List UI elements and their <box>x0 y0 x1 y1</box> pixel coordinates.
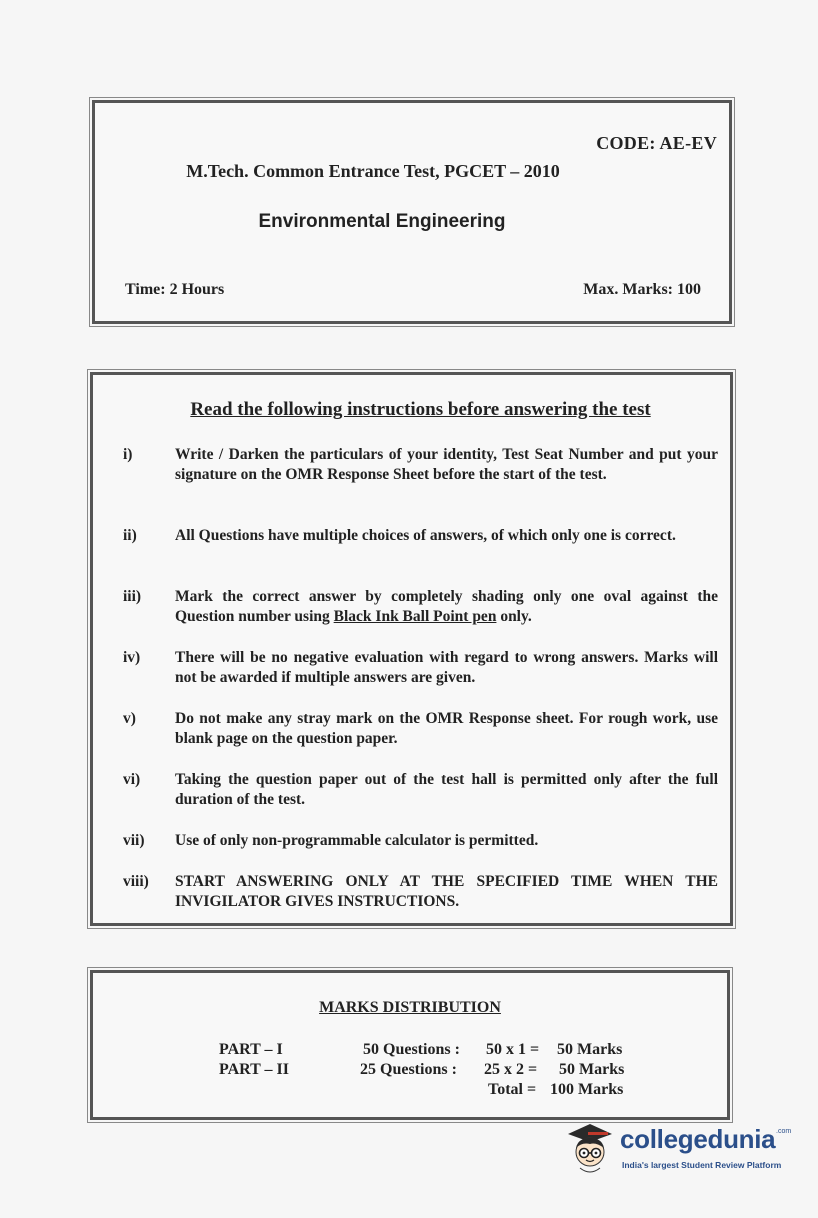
instruction-number: i) <box>123 446 133 463</box>
collegedunia-logo <box>562 1118 792 1178</box>
instruction-item <box>93 831 718 851</box>
instruction-item <box>93 709 718 749</box>
instruction-item <box>93 648 718 688</box>
marks-value: 50 Marks <box>557 1041 623 1058</box>
total-value: 100 Marks <box>550 1081 624 1098</box>
instruction-text: START ANSWERING ONLY AT THE SPECIFIED TIME WHEN THE INVIGILATOR GIVES INSTRUCTIONS. <box>175 873 718 910</box>
student-mascot-icon <box>562 1118 618 1178</box>
instruction-text-underlined: Black Ink Ball Point pen <box>333 608 497 625</box>
marks-distribution-title: MARKS DISTRIBUTION <box>319 999 501 1016</box>
instructions-title: Read the following instructions before answering the test <box>190 399 651 420</box>
total-label: Total = <box>488 1081 537 1098</box>
time-allowed: Time: 2 Hours <box>125 281 225 298</box>
part-label: PART – II <box>219 1061 289 1078</box>
instruction-number: iv) <box>123 649 141 666</box>
logo-tagline: India's largest Student Review Platform <box>622 1160 782 1170</box>
header-box <box>92 100 732 324</box>
instruction-number: v) <box>123 710 136 727</box>
instruction-number: ii) <box>123 527 137 544</box>
instruction-text-part: Mark the correct answer by completely shading only one oval against the Question number using <box>175 588 718 625</box>
marks-value: 50 Marks <box>559 1061 625 1078</box>
instruction-number: iii) <box>123 588 142 605</box>
instruction-item <box>93 526 718 546</box>
instruction-number: vi) <box>123 771 141 788</box>
instruction-item <box>93 445 718 485</box>
instruction-number: vii) <box>123 832 145 849</box>
instruction-text-part: only. <box>496 608 532 625</box>
marks-distribution-box <box>90 970 730 1120</box>
instruction-item <box>93 587 718 627</box>
max-marks: Max. Marks: 100 <box>583 281 701 298</box>
instruction-text: Do not make any stray mark on the OMR Response sheet. For rough work, use blank page on the question paper. <box>175 710 718 747</box>
logo-suffix: .com <box>776 1128 792 1135</box>
instruction-item <box>93 770 718 810</box>
instruction-item <box>93 872 718 912</box>
subject-title: Environmental Engineering <box>258 211 506 232</box>
marks-calculation: 25 x 2 = <box>484 1061 538 1078</box>
exam-title: M.Tech. Common Entrance Test, PGCET – 2010 <box>186 161 560 181</box>
question-count: 25 Questions : <box>360 1061 457 1078</box>
instruction-text: All Questions have multiple choices of answers, of which only one is correct. <box>175 527 676 544</box>
instructions-box <box>90 372 733 926</box>
marks-calculation: 50 x 1 = <box>486 1041 540 1058</box>
logo-brand: collegedunia <box>620 1124 776 1154</box>
paper-code: CODE: AE-EV <box>596 133 717 153</box>
instruction-text: Use of only non-programmable calculator is permitted. <box>175 832 539 849</box>
question-count: 50 Questions : <box>363 1041 460 1058</box>
instruction-text: Taking the question paper out of the test hall is permitted only after the full duration of the test. <box>175 771 718 808</box>
instruction-text: There will be no negative evaluation with regard to wrong answers. Marks will not be awarded if multiple answers are given. <box>175 649 718 686</box>
instruction-text <box>175 587 718 627</box>
instruction-number: viii) <box>123 873 149 890</box>
part-label: PART – I <box>219 1041 283 1058</box>
instruction-text: Write / Darken the particulars of your identity, Test Seat Number and put your signature on the OMR Response Sheet before the start of the test. <box>175 446 718 483</box>
